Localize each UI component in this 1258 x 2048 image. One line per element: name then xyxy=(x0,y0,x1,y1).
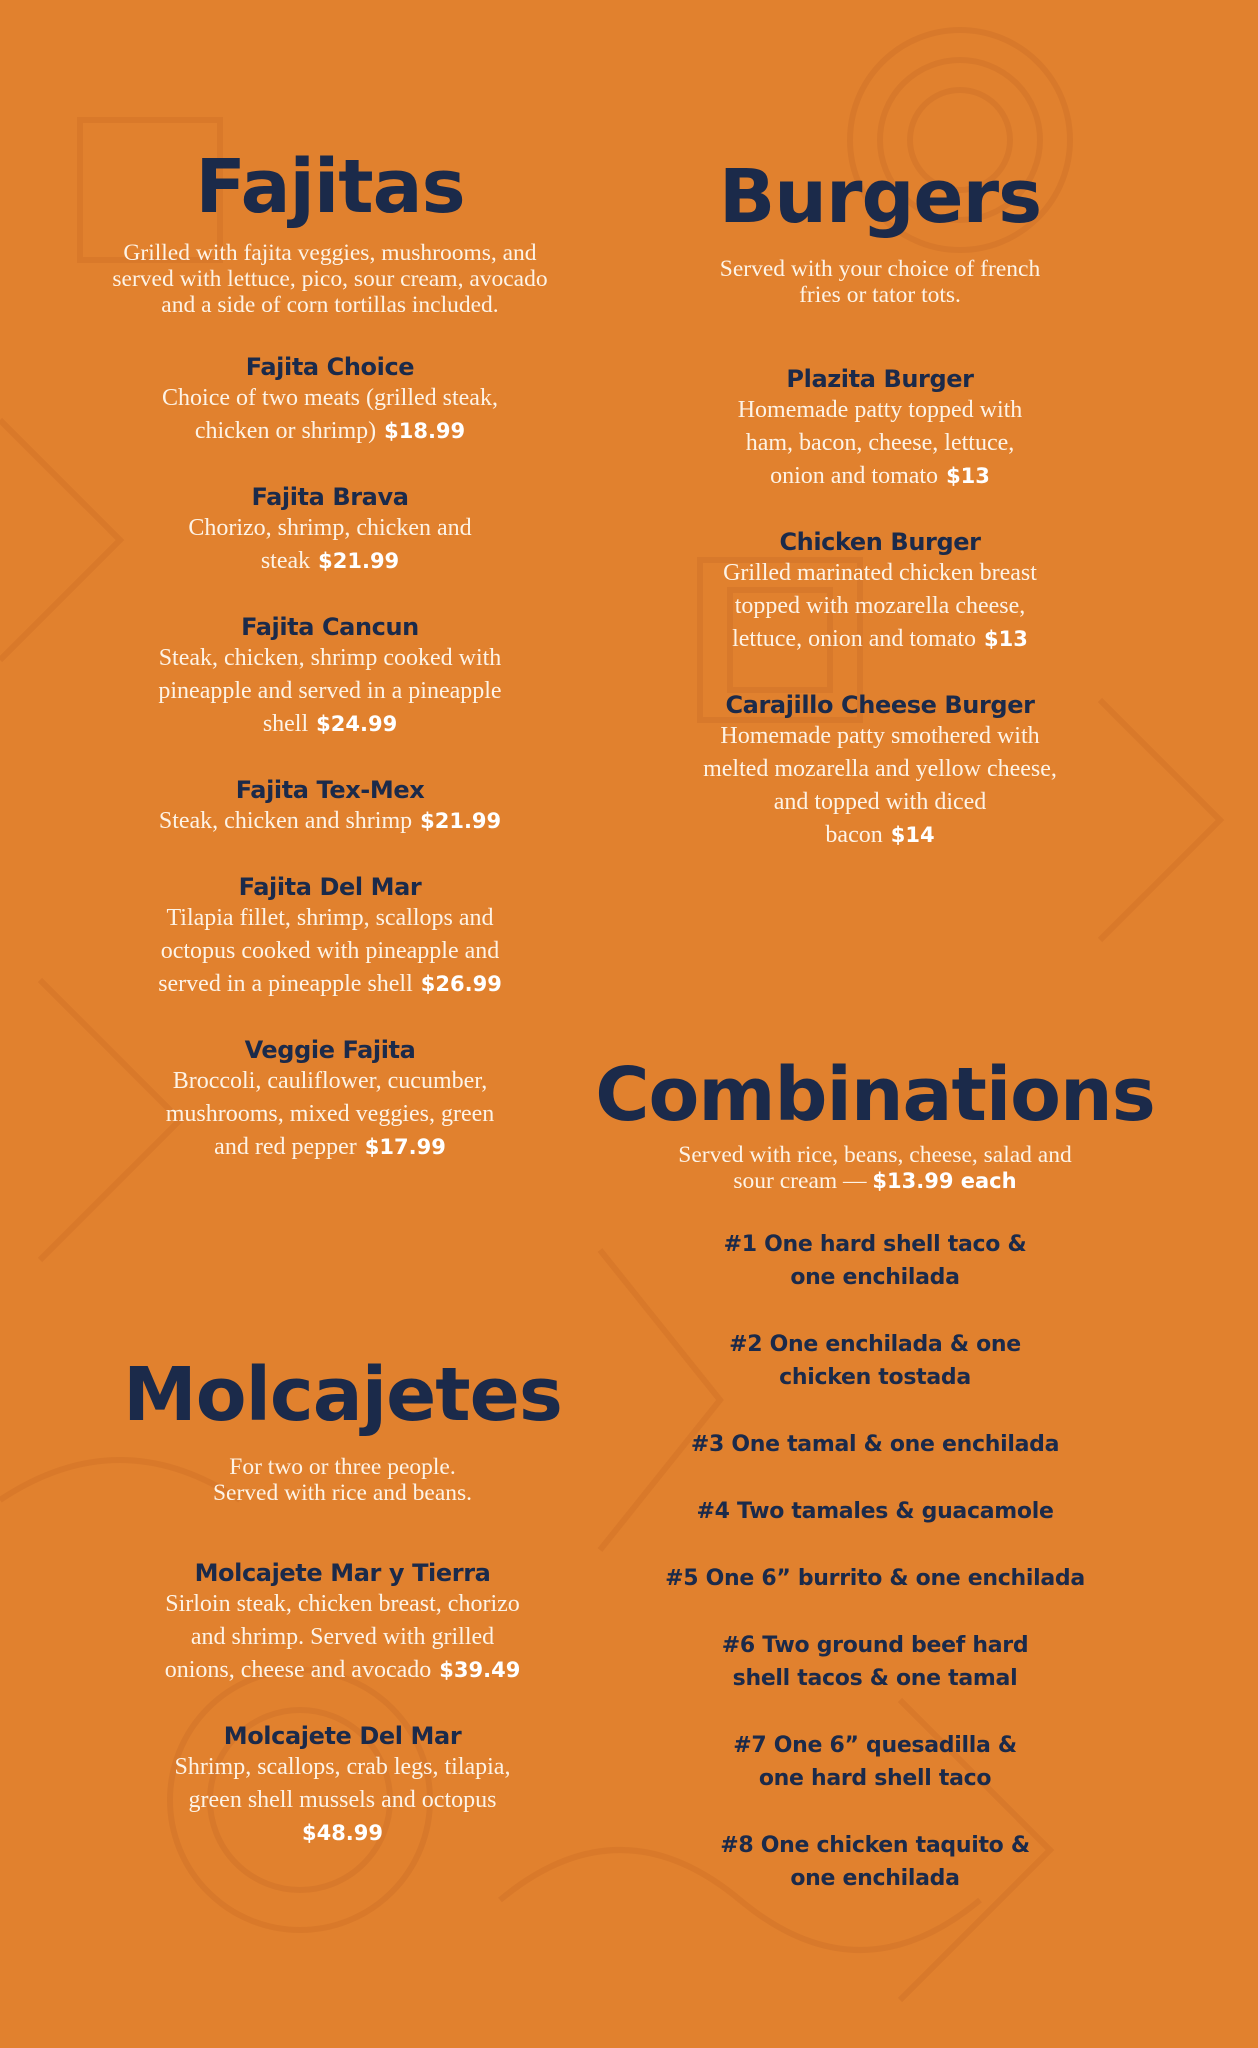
item-name: Fajita Choice xyxy=(245,353,415,381)
menu-item xyxy=(60,482,600,578)
item-description xyxy=(640,394,1120,493)
item-price: $13 xyxy=(984,627,1028,651)
description-text: lettuce, onion and tomato xyxy=(732,626,977,652)
item-description xyxy=(80,1751,605,1850)
fajitas-intro-line: and a side of corn tortillas included. xyxy=(161,292,499,318)
description-text: served in a pineapple shell xyxy=(158,971,413,997)
description-line xyxy=(640,623,1120,656)
burgers-intro-line: Served with your choice of french xyxy=(719,256,1041,282)
description-line xyxy=(60,1131,600,1164)
description-line: Shrimp, scallops, crab legs, tilapia, xyxy=(174,1754,511,1780)
item-name: Molcajete Del Mar xyxy=(223,1722,462,1750)
combinations-price: $13.99 each xyxy=(872,1169,1017,1193)
menu-item xyxy=(60,775,600,838)
item-description xyxy=(60,512,600,578)
combo-line: shell tacos & one tamal xyxy=(732,1666,1018,1691)
combo-line: #6 Two ground beef hard xyxy=(721,1633,1029,1658)
combo-item xyxy=(580,1328,1170,1394)
item-price: $26.99 xyxy=(420,972,502,996)
combo-line: one enchilada xyxy=(790,1866,960,1891)
burgers-intro xyxy=(640,256,1120,308)
description-line: topped with mozarella cheese, xyxy=(734,593,1026,619)
description-line: green shell mussels and octopus xyxy=(188,1787,497,1813)
item-price: $14 xyxy=(890,823,935,847)
item-name: Fajita Del Mar xyxy=(238,873,422,901)
description-line: octopus cooked with pineapple and xyxy=(160,938,500,964)
combo-line: one enchilada xyxy=(790,1265,960,1290)
item-price: $39.49 xyxy=(439,1658,521,1682)
item-name: Fajita Cancun xyxy=(241,613,419,641)
description-text: onions, cheese and avocado xyxy=(164,1657,432,1683)
combinations-section xyxy=(580,1052,1170,1895)
description-line xyxy=(60,968,600,1001)
description-line xyxy=(80,1817,605,1850)
menu-item xyxy=(640,527,1120,656)
combo-item xyxy=(580,1562,1170,1595)
combo-item xyxy=(580,1495,1170,1528)
combo-line: #5 One 6” burrito & one enchilada xyxy=(665,1566,1085,1591)
item-description xyxy=(60,805,600,838)
molcajetes-intro-line: For two or three people. xyxy=(229,1454,456,1480)
description-text: Steak, chicken and shrimp xyxy=(158,808,413,834)
item-description xyxy=(60,382,600,448)
description-line xyxy=(640,460,1120,493)
molcajetes-intro-line: Served with rice and beans. xyxy=(212,1480,473,1506)
combo-item xyxy=(580,1729,1170,1795)
description-line: Homemade patty smothered with xyxy=(720,723,1040,749)
combo-item xyxy=(580,1228,1170,1294)
combinations-title: Combinations xyxy=(595,1052,1155,1138)
combo-line: #2 One enchilada & one xyxy=(729,1332,1021,1357)
item-name: Molcajete Mar y Tierra xyxy=(194,1559,491,1587)
description-text: shell xyxy=(262,711,309,737)
item-name: Fajita Brava xyxy=(251,483,409,511)
combo-line: #3 One tamal & one enchilada xyxy=(690,1432,1060,1457)
description-line: Homemade patty topped with xyxy=(737,397,1023,423)
description-line: Choice of two meats (grilled steak, xyxy=(162,385,498,411)
description-text: steak xyxy=(260,548,311,574)
description-line xyxy=(640,819,1120,852)
item-name: Plazita Burger xyxy=(786,365,974,393)
description-line: Chorizo, shrimp, chicken and xyxy=(188,515,472,541)
description-line: Sirloin steak, chicken breast, chorizo xyxy=(165,1591,520,1617)
combo-line: chicken tostada xyxy=(779,1365,971,1390)
item-price: $13 xyxy=(946,464,990,488)
combo-item xyxy=(580,1428,1170,1461)
menu-item xyxy=(640,364,1120,493)
item-price: $21.99 xyxy=(420,809,502,833)
item-description xyxy=(60,1065,600,1164)
combo-item xyxy=(580,1829,1170,1895)
fajitas-section xyxy=(60,144,600,1164)
description-line: melted mozarella and yellow cheese, xyxy=(703,756,1057,782)
item-price: $21.99 xyxy=(318,549,400,573)
combo-line: one hard shell taco xyxy=(758,1766,992,1791)
combo-line: #1 One hard shell taco & xyxy=(723,1232,1027,1257)
description-line xyxy=(60,545,600,578)
combo-item xyxy=(580,1629,1170,1695)
item-description xyxy=(80,1588,605,1687)
menu-item xyxy=(60,872,600,1001)
combinations-intro-line: Served with rice, beans, cheese, salad and xyxy=(678,1142,1072,1168)
description-text: chicken or shrimp) xyxy=(194,418,377,444)
description-line: mushrooms, mixed veggies, green xyxy=(165,1101,495,1127)
description-line: and topped with diced xyxy=(773,789,987,815)
menu-item xyxy=(640,690,1120,852)
description-line: ham, bacon, cheese, lettuce, xyxy=(745,430,1015,456)
fajitas-intro xyxy=(60,240,600,318)
description-text: and red pepper xyxy=(214,1134,357,1160)
intro-text: sour cream — xyxy=(733,1168,867,1194)
menu-item xyxy=(60,352,600,448)
item-name: Veggie Fajita xyxy=(244,1036,416,1064)
combo-line: #4 Two tamales & guacamole xyxy=(696,1499,1054,1524)
item-price: $48.99 xyxy=(301,1821,384,1845)
combo-line: #8 One chicken taquito & xyxy=(720,1833,1030,1858)
menu-item xyxy=(60,1035,600,1164)
burgers-intro-line: fries or tator tots. xyxy=(799,282,961,308)
menu-item xyxy=(80,1558,605,1687)
molcajetes-section xyxy=(80,1352,605,1850)
description-line xyxy=(60,708,600,741)
combinations-intro-line xyxy=(580,1168,1170,1194)
molcajetes-intro xyxy=(80,1454,605,1506)
item-description xyxy=(640,720,1120,852)
burgers-section xyxy=(640,154,1120,852)
item-price: $24.99 xyxy=(316,712,398,736)
combinations-intro xyxy=(580,1142,1170,1194)
description-text: onion and tomato xyxy=(770,463,939,489)
molcajetes-title: Molcajetes xyxy=(123,1352,562,1438)
description-line xyxy=(60,805,600,838)
item-price: $17.99 xyxy=(364,1135,446,1159)
item-name: Fajita Tex-Mex xyxy=(235,776,425,804)
description-line: Broccoli, cauliflower, cucumber, xyxy=(172,1068,488,1094)
menu-item xyxy=(80,1721,605,1850)
item-description xyxy=(640,557,1120,656)
description-line: Grilled marinated chicken breast xyxy=(723,560,1037,586)
fajitas-intro-line: served with lettuce, pico, sour cream, avocado xyxy=(112,266,548,292)
description-line xyxy=(60,415,600,448)
item-description xyxy=(60,902,600,1001)
item-name: Chicken Burger xyxy=(779,528,981,556)
item-name: Carajillo Cheese Burger xyxy=(725,691,1035,719)
item-price: $18.99 xyxy=(384,419,466,443)
description-line: pineapple and served in a pineapple xyxy=(158,678,502,704)
combo-line: #7 One 6” quesadilla & xyxy=(733,1733,1017,1758)
item-description xyxy=(60,642,600,741)
description-line: Steak, chicken, shrimp cooked with xyxy=(158,645,502,671)
description-line: and shrimp. Served with grilled xyxy=(190,1624,495,1650)
burgers-title: Burgers xyxy=(718,154,1042,240)
description-line xyxy=(80,1654,605,1687)
description-text: bacon xyxy=(825,822,883,848)
fajitas-title: Fajitas xyxy=(195,144,465,230)
menu-item xyxy=(60,612,600,741)
fajitas-intro-line: Grilled with fajita veggies, mushrooms, and xyxy=(123,240,537,266)
description-line: Tilapia fillet, shrimp, scallops and xyxy=(166,905,494,931)
